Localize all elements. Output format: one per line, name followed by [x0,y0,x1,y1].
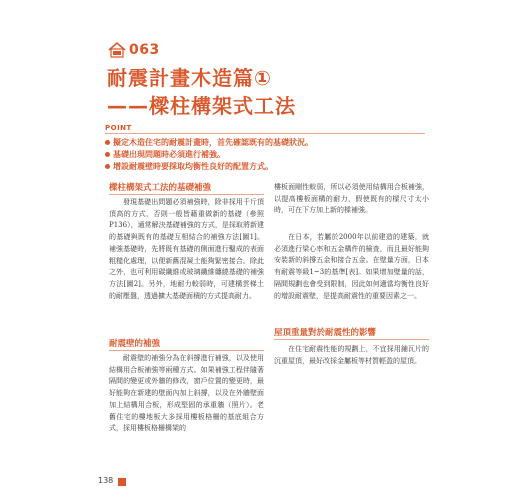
divider [109,350,264,351]
section-badge [107,43,160,56]
point-label: POINT [105,124,132,132]
body-paragraph: 耐震壁的補強分為在斜撐進行補強，以及使用結構用合板補強等兩種方式。如果補強工程伴隨著隔間的變更或外牆的修改，窗戶位置的變更時，最好能夠在新建的壁面內加上斜撐，以及在外牆壁面加上結構用合板，形成堅固的承重牆（照片）。老舊住宅的樓地板大多採用樓板格柵的基底組合方式，採用樓板格柵構架的 [109,354,264,433]
body-paragraph: 在日本，若屬於2000年以前建造的建築，就必須進行梁心率和五金構件的檢查，而且最好能夠安裝新的斜撐五金和接合五金。在壁量方面，日本有耐震等級1~3的基準[表]。如果增加壁量的話，隔間規劃也會受到限制，因此如何適當均衡性良好的增設耐震壁，是提高耐震性的重要因素之一。 [274,233,429,300]
point-item: 基礎出現問題時必須進行補強。 [105,149,225,160]
bullet-icon [105,164,110,169]
divider [105,133,425,134]
page-title: 耐震計畫木造篇① [107,66,272,90]
house-icon [107,42,127,58]
section-number: 063 [129,41,160,58]
body-paragraph: 發現基礎出問題必須補強時，除非採用千斤頂頂高的方式，否則一般皆藉重做新的基礎（參照P136），通常解決基礎補強的方式，是採取將新建的基礎與既有的基礎互相結合的補強方法[圖1]。補強基礎時，先將既有基礎的側面進行鑿成的表面粗糙化處理，以便新舊混凝土能夠緊密接合。除此之外，也可利用碳纖維或玻璃纖維纏繞基礎的補強方法[圖2]。另外，地耐力較弱時，可建構雲梯土的耐壓盤，透過擴大基礎面積的方式提高耐力。 [109,198,264,300]
page-number: 138 [98,476,114,485]
section-heading: 耐震壁的補強 [109,339,161,349]
point-item: 增設耐震壁時要採取均衡性良好的配置方式。 [105,161,273,172]
bullet-icon [105,152,110,157]
page-subtitle: ——樑柱構架式工法 [107,94,296,118]
body-paragraph: 在住宅耐震性能的規劃上，不宜採用鋪瓦片的沉重屋頂，最好改採金屬板等材質輕盈的屋頂。 [274,345,429,365]
section-heading: 屋頂重量對於耐震性的影響 [274,328,377,338]
body-paragraph: 樓板面剛性較弱，所以必須使用結構用合板補強，以提高樓板面構的耐力，假使既有的樑尺寸太小時，可在下方加上新的樑補強。 [274,183,429,215]
point-item: 擬定木造住宅的耐震計畫時，首先確認既有的基礎狀況。 [105,137,313,148]
divider [274,339,429,340]
section-heading: 樑柱構架式工法的基礎補強 [109,183,212,193]
divider [109,194,264,195]
page-marker [118,478,126,486]
point-box [105,124,425,176]
bullet-icon [105,140,110,145]
